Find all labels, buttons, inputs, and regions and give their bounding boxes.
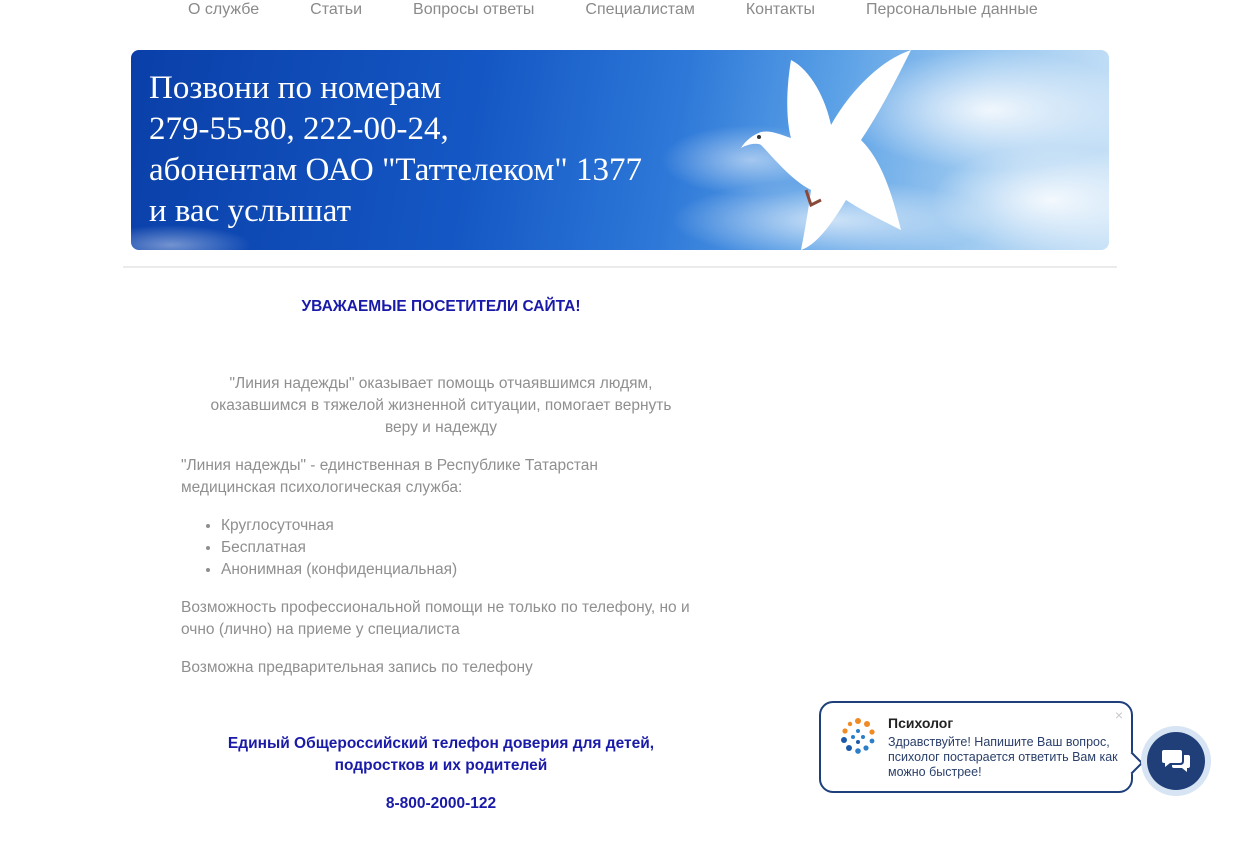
chat-message: Здравствуйте! Напишите Ваш вопрос, психолог постарается ответить Вам как можно быстрее! xyxy=(888,735,1118,779)
hero-banner xyxy=(131,50,1109,250)
booking-paragraph: Возможна предварительная запись по телефону xyxy=(181,659,533,676)
chat-title: Психолог xyxy=(888,715,954,731)
nav-item-specialists[interactable]: Специалистам xyxy=(585,1,695,18)
open-chat-button-inner[interactable] xyxy=(1147,732,1205,790)
list-item: • Круглосуточная xyxy=(221,515,701,537)
page-heading: УВАЖАЕМЫЕ ПОСЕТИТЕЛИ САЙТА! xyxy=(301,298,581,315)
nav-item-faq[interactable]: Вопросы ответы xyxy=(413,1,535,18)
nav-item-about[interactable]: О службе xyxy=(188,1,260,18)
lead-paragraph: "Линия надежды" - единственная в Республике Татарстан медицинская психологическая служба: xyxy=(181,457,598,496)
banner-phone-line: 279-55-80, 222-00-24, xyxy=(149,111,449,147)
hotline-title: Единый Общероссийский телефон доверия для детей, подростков и их родителей xyxy=(227,735,655,774)
features-list xyxy=(181,515,701,581)
psychologist-logo-icon xyxy=(839,717,877,755)
divider xyxy=(123,266,1117,268)
list-item: • Анонимная (конфиденциальная) xyxy=(221,559,701,581)
top-nav xyxy=(188,0,1038,20)
open-chat-button[interactable] xyxy=(1141,726,1211,796)
main-content xyxy=(181,296,701,815)
close-icon[interactable]: × xyxy=(1114,707,1123,723)
list-item: • Бесплатная xyxy=(221,537,701,559)
help-paragraph: Возможность профессиональной помощи не только по телефону, но и очно (лично) на приеме у специалиста xyxy=(181,599,690,638)
hotline-number[interactable]: 8-800-2000-122 xyxy=(385,795,497,812)
nav-item-articles[interactable]: Статьи xyxy=(310,1,363,18)
banner-line: абонентам ОАО "Таттелеком" 1377 xyxy=(149,152,643,188)
banner-headline xyxy=(149,68,642,232)
nav-item-personal-data[interactable]: Персональные данные xyxy=(865,1,1038,18)
banner-line: Позвони по номерам xyxy=(149,70,442,106)
intro-paragraph: "Линия надежды" оказывает помощь отчаявшимся людям, оказавшимся в тяжелой жизненной ситуации, помогает вернуть веру и надежду xyxy=(210,375,672,436)
banner-line: и вас услышат xyxy=(149,193,352,229)
chat-popup[interactable] xyxy=(819,701,1133,793)
nav-item-contacts[interactable]: Контакты xyxy=(745,1,815,18)
chat-bubbles-icon xyxy=(1162,748,1190,774)
